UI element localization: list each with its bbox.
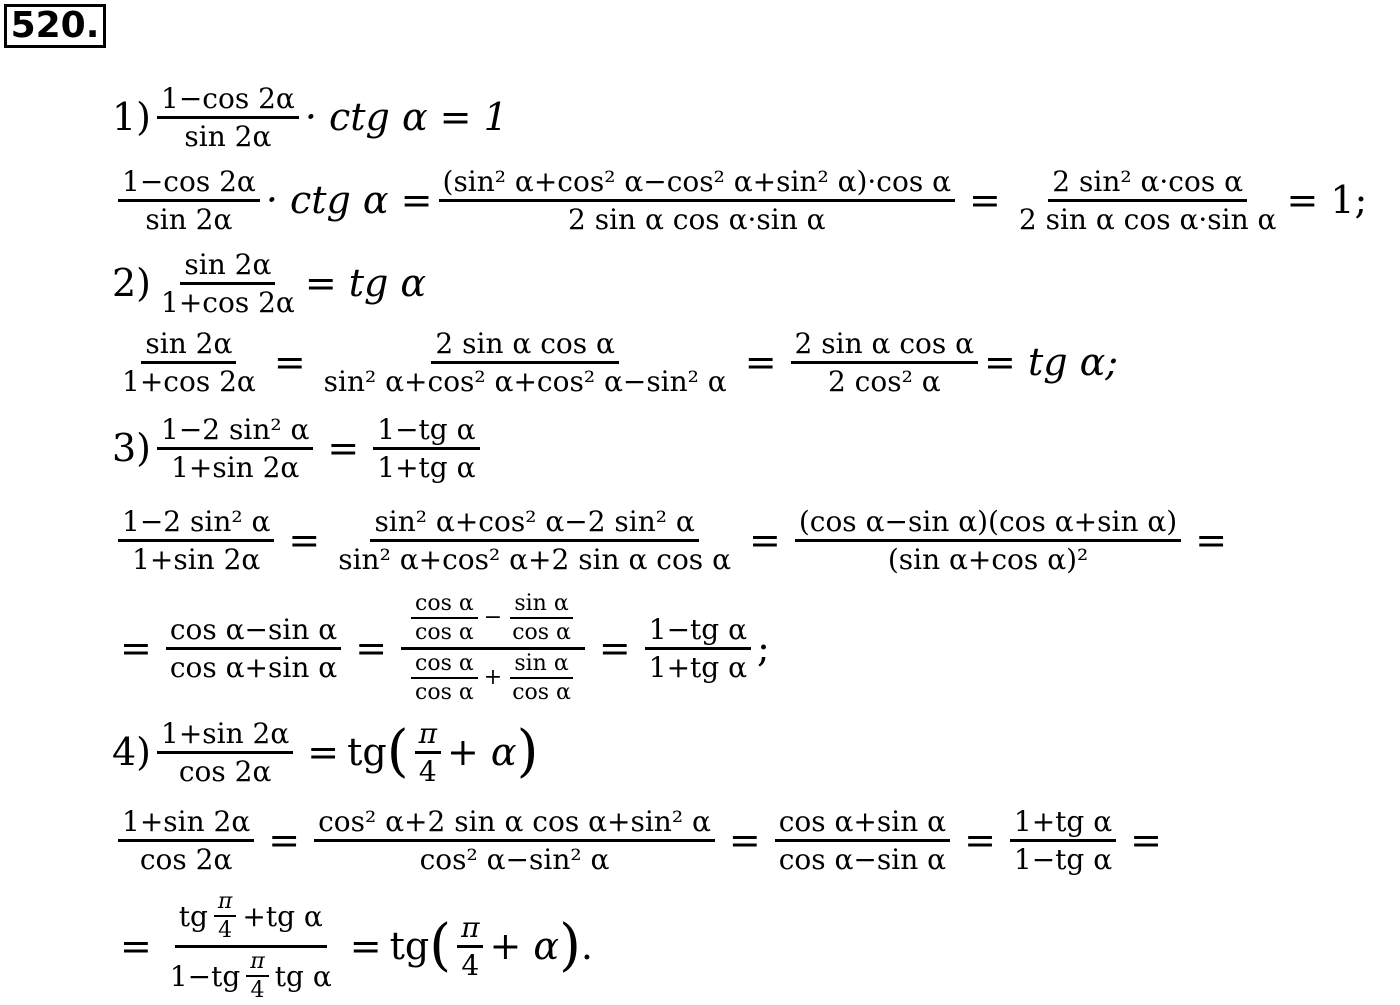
equals-sign: = [120, 626, 152, 670]
task-3-solution-line-1 [112, 500, 1235, 580]
equals-sign: = [307, 730, 340, 774]
equals-sign: = [273, 340, 306, 384]
equals-sign: = [349, 924, 382, 968]
right-paren: ) [559, 913, 581, 978]
fraction: $\frac{\text{2 sin α cos α}}{\text{sin² α+cos² α+cos² α−sin² α}}$ [323, 326, 727, 398]
task-4-solution-line-2 [112, 888, 594, 1003]
statement-tail: = tg α [304, 261, 427, 305]
task-3-solution-line-2 [112, 588, 770, 708]
fraction: $\frac{\pi}{4}$ [214, 888, 236, 945]
plus-alpha: + α [489, 924, 560, 968]
fraction: $\frac{\text{2 sin α cos α}}{\text{2 cos² α}}$ [791, 326, 979, 399]
fraction: $\frac{\text{(cos α−sin α)(cos α+sin α)}}{\text{(sin α+cos α)²}}$ [795, 504, 1181, 577]
task-label: 4) [112, 730, 152, 774]
left-paren: ( [386, 719, 409, 784]
equals-sign: = [268, 818, 301, 862]
fraction: $\frac{\text{cos α}}{\text{cos α}}$ [411, 650, 478, 707]
fraction: $\frac{\text{sin α}}{\text{cos α}}$ [512, 650, 571, 705]
equals-sign: = [288, 518, 321, 562]
fraction: $\frac{\text{1−tg α}}{\text{1+tg α}}$ [373, 412, 479, 485]
fraction: $\frac{\sin 2\alpha}{1+\cos 2\alpha}$ [122, 326, 256, 398]
punctuation: ; [757, 626, 770, 670]
result: = 1; [1286, 178, 1368, 222]
result: = tg α; [984, 340, 1119, 384]
plus-alpha: + α [447, 730, 517, 774]
equals-sign: = [728, 818, 761, 862]
equals-sign: = [327, 426, 360, 470]
fraction: $\frac{\text{1−2 sin² α}}{1+\sin 2\alpha}$ [118, 504, 274, 577]
fraction: $\frac{\text{1−tg α}}{\text{1+tg α}}$ [645, 612, 751, 685]
tg-function: tg [389, 924, 430, 968]
task-label: 3) [112, 426, 152, 470]
statement-tail: · ctg α = 1 [304, 95, 508, 139]
equals-sign: = [744, 340, 777, 384]
equals-sign: = [1195, 518, 1228, 562]
task-1-statement [112, 78, 508, 156]
plus-sign: + [483, 665, 503, 691]
right-paren: ) [516, 719, 539, 784]
task-1-solution [112, 160, 1367, 240]
task-label: 1) [112, 95, 152, 139]
punctuation: . [580, 924, 594, 968]
task-3-statement [112, 408, 486, 488]
expression: · ctg α = [265, 178, 433, 222]
equals-sign: = [749, 518, 781, 562]
equals-sign: = [598, 626, 631, 670]
tg-function: tg [347, 730, 387, 774]
task-4-solution-line-1 [112, 800, 1170, 880]
equals-sign: = [964, 818, 996, 862]
fraction: $\frac{\text{1+tg α}}{\text{1−tg α}}$ [1010, 804, 1116, 877]
fraction: $\frac{\text{cos² α+2 sin α cos α+sin² α}}{\text{cos² α−sin² α}}$ [314, 804, 715, 877]
equals-sign: = [355, 626, 388, 670]
fraction: $\frac{1-\cos 2\alpha}{\sin 2\alpha}$ [157, 81, 299, 154]
fraction: $\frac{\text{cos α}}{\text{cos α}}$ [411, 590, 478, 647]
fraction: $\frac{\text{1−2 sin² α}}{1+\sin 2\alpha}$ [157, 412, 313, 485]
task-label: 2) [112, 261, 152, 305]
compound-fraction: tg $\frac{\pi}{4}$ +tg α 1−tg $\frac{\pi}{4}$ tg α [169, 888, 332, 1003]
fraction: $\frac{\sin 2\alpha}{1+\cos 2\alpha}$ [161, 247, 295, 319]
fraction: $\frac{\pi}{4}$ [457, 910, 483, 983]
fraction: $\frac{\text{(sin² α+cos² α−cos² α+sin² α)·cos α}}{\text{2 sin α cos α·sin α}}$ [439, 164, 956, 237]
task-4-statement [112, 712, 538, 792]
fraction: $\frac{1-\cos 2\alpha}{\sin 2\alpha}$ [118, 164, 260, 237]
equals-sign: = [1130, 818, 1163, 862]
fraction: $\frac{\pi}{4}$ [246, 948, 268, 1005]
fraction: $\frac{1+\sin 2\alpha}{\cos 2\alpha}$ [118, 804, 254, 877]
compound-fraction [401, 590, 585, 707]
fraction: $\frac{\text{sin² α+cos² α−2 sin² α}}{\text{sin² α+cos² α+2 sin α cos α}}$ [338, 504, 731, 576]
fraction: $\frac{\pi}{4}$ [415, 716, 441, 789]
equals-sign: = [120, 924, 152, 968]
fraction: $\frac{\text{cos α+sin α}}{\text{cos α−sin α}}$ [775, 804, 950, 877]
task-2-solution [112, 322, 1118, 402]
equals-sign: = [969, 178, 1001, 222]
fraction: $\frac{\text{sin α}}{\text{cos α}}$ [512, 590, 571, 645]
fraction: $\frac{1+\sin 2\alpha}{\cos 2\alpha}$ [157, 716, 293, 789]
fraction: $\frac{\text{cos α−sin α}}{\text{cos α+sin α}}$ [166, 612, 341, 685]
task-2-statement [112, 244, 426, 322]
problem-number: 520. [4, 4, 106, 48]
fraction: $\frac{\text{2 sin² α·cos α}}{\text{2 sin α cos α·sin α}}$ [1018, 164, 1277, 236]
left-paren: ( [429, 913, 452, 978]
minus-sign: − [483, 605, 503, 631]
